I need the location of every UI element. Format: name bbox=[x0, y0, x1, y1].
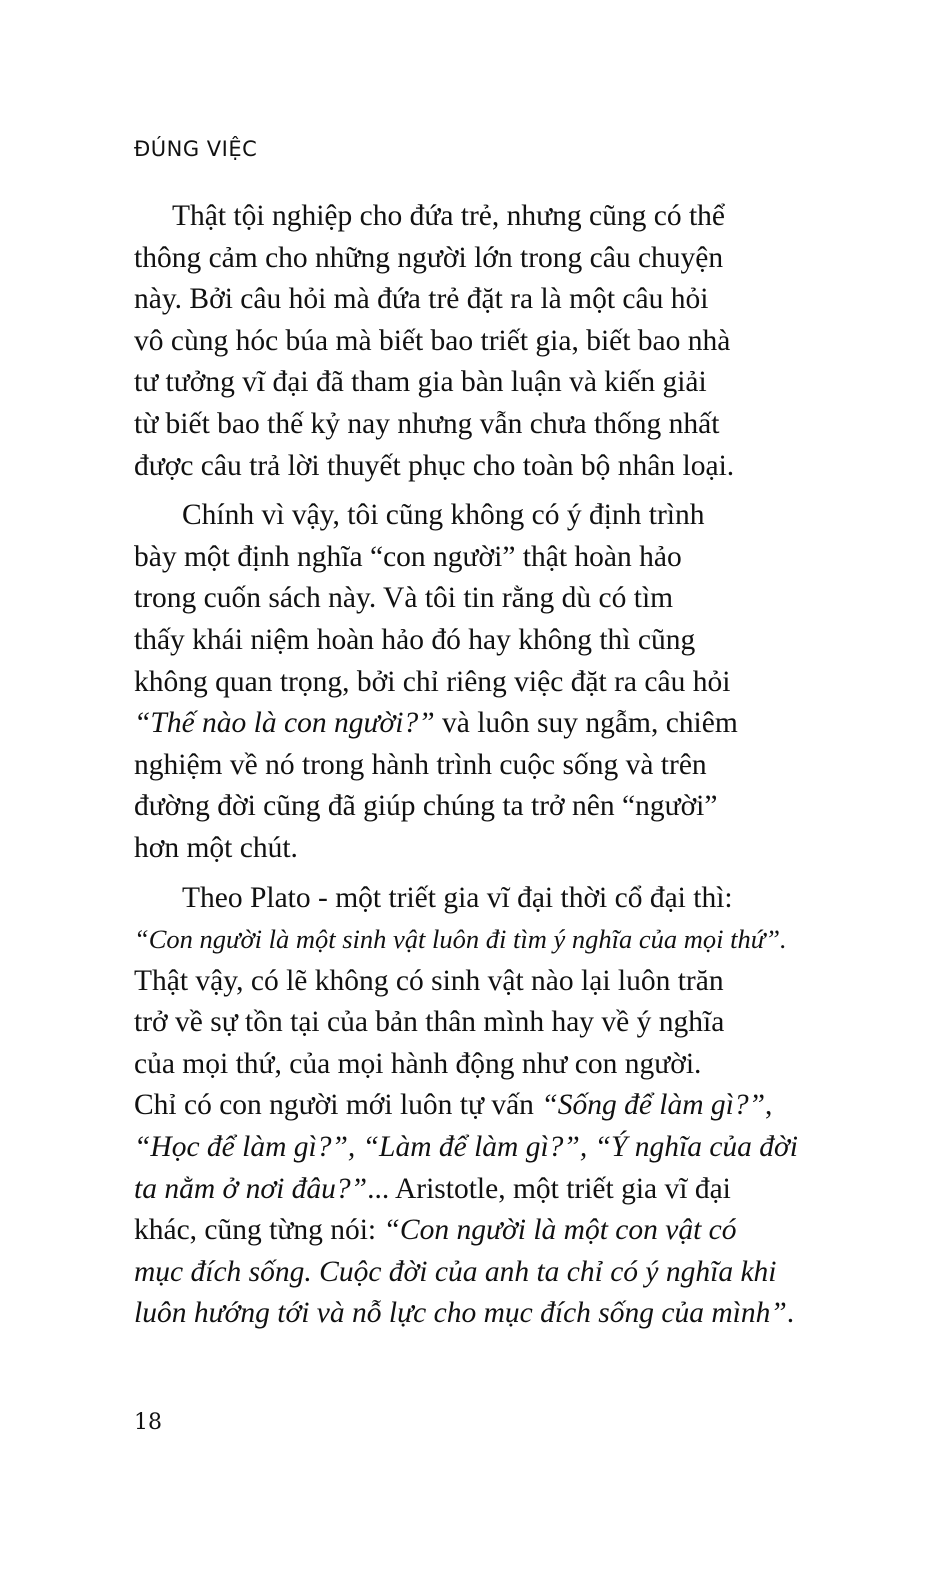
text-span: không quan trọng, bởi chỉ riêng việc đặt ra câu hỏi bbox=[134, 665, 731, 698]
italic-quote: “Con người là một sinh vật luôn đi tìm ý nghĩa của mọi thứ”. bbox=[134, 924, 787, 955]
text-line bbox=[134, 786, 807, 828]
text-line bbox=[134, 662, 807, 704]
text-line bbox=[134, 1169, 807, 1211]
italic-quote: luôn hướng tới và nỗ lực cho mục đích sống của mình” bbox=[134, 1297, 787, 1330]
paragraph bbox=[134, 196, 807, 487]
text-span: này. Bởi câu hỏi mà đứa trẻ đặt ra là một câu hỏi bbox=[134, 283, 709, 316]
text-span: đường đời cũng đã giúp chúng ta trở nên “người” bbox=[134, 790, 718, 823]
text-span: . bbox=[786, 1297, 795, 1330]
text-span: từ biết bao thế kỷ nay nhưng vẫn chưa thống nhất bbox=[134, 407, 720, 440]
text-line bbox=[134, 1210, 807, 1252]
text-line bbox=[134, 620, 807, 662]
text-line bbox=[134, 1252, 807, 1294]
text-line bbox=[134, 578, 807, 620]
text-span: , bbox=[765, 1089, 773, 1122]
paragraph bbox=[134, 495, 807, 869]
text-line bbox=[134, 919, 807, 961]
text-line bbox=[134, 238, 807, 280]
text-span: hơn một chút. bbox=[134, 831, 298, 864]
text-line bbox=[134, 495, 807, 537]
page-number: 18 bbox=[134, 1410, 162, 1435]
text-span: khác, cũng từng nói: bbox=[134, 1214, 384, 1247]
text-span: và luôn suy ngẫm, chiêm bbox=[434, 707, 738, 740]
text-line bbox=[134, 279, 807, 321]
text-span: nghiệm về nó trong hành trình cuộc sống và trên bbox=[134, 748, 707, 781]
text-span: của mọi thứ, của mọi hành động như con người. bbox=[134, 1047, 702, 1080]
text-line bbox=[134, 745, 807, 787]
text-line bbox=[134, 828, 807, 870]
text-line bbox=[134, 1293, 807, 1335]
italic-quote: ta nằm ở nơi đâu?” bbox=[134, 1172, 368, 1205]
text-line bbox=[134, 878, 807, 920]
text-line bbox=[134, 362, 807, 404]
running-header: ĐÚNG VIỆC bbox=[134, 137, 258, 161]
text-span: thấy khái niệm hoàn hảo đó hay không thì cũng bbox=[134, 623, 696, 656]
text-span: vô cùng hóc búa mà biết bao triết gia, biết bao nhà bbox=[134, 324, 731, 357]
italic-quote: “Con người là một con vật có bbox=[383, 1214, 737, 1247]
text-line bbox=[134, 703, 807, 745]
text-line bbox=[134, 1127, 807, 1169]
text-span: bày một định nghĩa “con người” thật hoàn hảo bbox=[134, 540, 682, 573]
text-span: Chỉ có con người mới luôn tự vấn bbox=[134, 1089, 542, 1122]
text-span: trong cuốn sách này. Và tôi tin rằng dù có tìm bbox=[134, 582, 674, 615]
text-span: Thật tội nghiệp cho đứa trẻ, nhưng cũng có thể bbox=[172, 200, 725, 232]
text-span: Theo Plato - một triết gia vĩ đại thời cổ đại thì: bbox=[182, 881, 733, 914]
text-line bbox=[134, 1044, 807, 1086]
italic-quote: “Thế nào là con người?” bbox=[134, 707, 435, 740]
text-line bbox=[134, 1002, 807, 1044]
paragraph-gap bbox=[134, 487, 807, 495]
text-span: trở về sự tồn tại của bản thân mình hay về ý nghĩa bbox=[134, 1006, 725, 1039]
text-line bbox=[134, 1085, 807, 1127]
paragraph bbox=[134, 878, 807, 1336]
paragraph-gap bbox=[134, 870, 807, 878]
italic-quote: mục đích sống. Cuộc đời của anh ta chỉ có ý nghĩa khi bbox=[134, 1255, 777, 1288]
text-span: thông cảm cho những người lớn trong câu chuyện bbox=[134, 241, 724, 274]
text-line bbox=[134, 961, 807, 1003]
text-line bbox=[134, 446, 807, 488]
text-span: ... Aristotle, một triết gia vĩ đại bbox=[367, 1172, 731, 1205]
text-span: Chính vì vậy, tôi cũng không có ý định trình bbox=[182, 499, 705, 532]
italic-quote: “Học để làm gì?”, “Làm để làm gì?”, “Ý nghĩa của đời bbox=[134, 1131, 798, 1164]
text-span: tư tưởng vĩ đại đã tham gia bàn luận và kiến giải bbox=[134, 366, 707, 399]
text-span: được câu trả lời thuyết phục cho toàn bộ nhân loại. bbox=[134, 449, 735, 482]
text-line bbox=[134, 537, 807, 579]
text-span: Thật vậy, có lẽ không có sinh vật nào lại luôn trăn bbox=[134, 964, 724, 997]
text-line bbox=[134, 404, 807, 446]
text-line bbox=[134, 196, 807, 238]
italic-quote: “Sống để làm gì?” bbox=[541, 1089, 766, 1122]
body-text bbox=[134, 196, 807, 1335]
text-line bbox=[134, 321, 807, 363]
